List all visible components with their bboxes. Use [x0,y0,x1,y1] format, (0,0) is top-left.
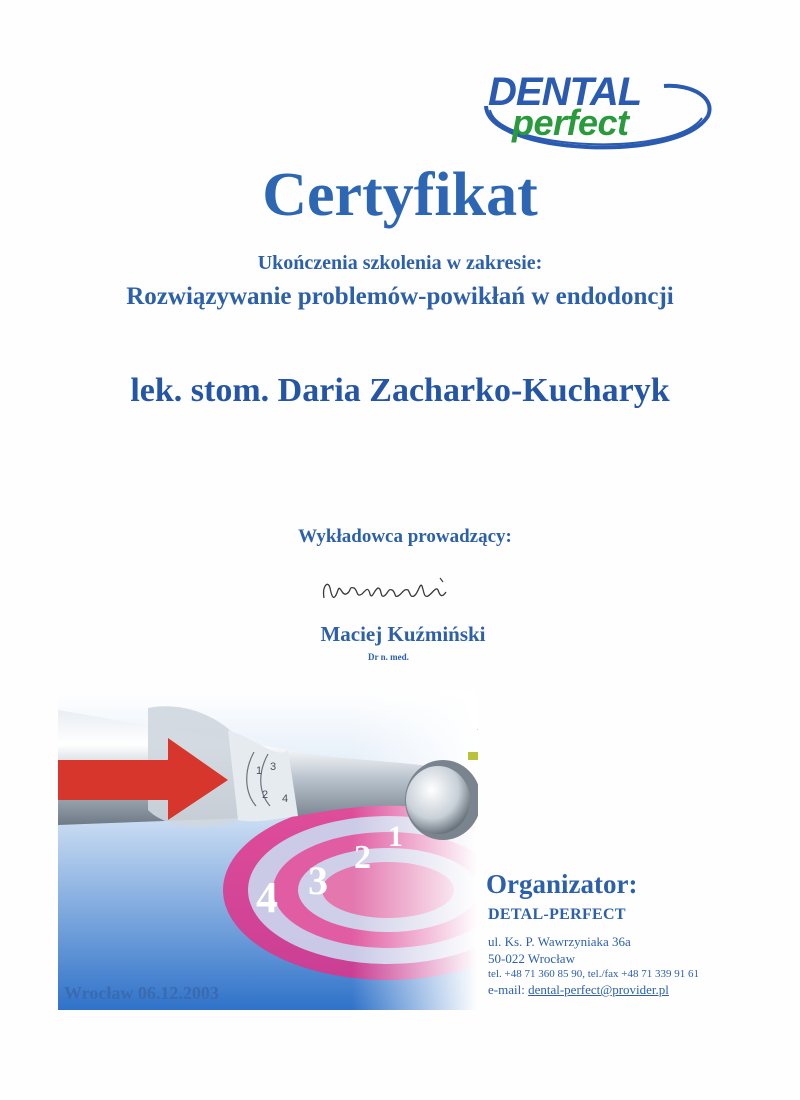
organizer-phone: tel. +48 71 360 85 90, tel./fax +48 71 339 91 61 [488,968,699,980]
recipient-name: lek. stom. Daria Zacharko-Kucharyk [130,372,670,409]
dental-perfect-logo [478,66,714,166]
lecturer-degree: Dr n. med. [368,652,409,662]
certificate-subtitle: Ukończenia szkolenia w zakresie: [257,252,543,274]
big-number-2: 2 [354,839,371,876]
big-number-4: 4 [256,873,278,922]
certificate-title: Certyfikat [262,161,538,229]
logo-perfect-text: perfect [512,102,629,143]
dial-number-1: 1 [256,765,263,777]
lecturer-signature [318,572,458,612]
organizer-email-line [488,982,669,998]
dial-number-4: 4 [282,793,289,805]
organizer-city: 50-022 Wrocław [488,951,575,966]
lecturer-label: Wykładowca prowadzący: [298,526,512,547]
place-date: Wrocław 06.12.2003 [64,983,219,1003]
big-number-3: 3 [308,858,328,903]
organizer-email-link[interactable]: dental-perfect@provider.pl [528,982,669,997]
organizer-name: DETAL-PERFECT [488,906,626,923]
organizer-email-label: e-mail: [488,982,525,997]
lecturer-name: Maciej Kuźmiński [320,622,486,646]
organizer-label: Organizator: [486,869,638,899]
dial-number-2: 2 [262,789,269,801]
big-number-1: 1 [388,820,403,853]
course-name: Rozwiązywanie problemów-powikłań w endodoncji [126,283,674,310]
organizer-street: ul. Ks. P. Wawrzyniaka 36a [488,934,631,949]
handpiece-illustration [58,690,478,1010]
logo-dental-text: DENTAL [488,70,642,114]
dial-number-3: 3 [270,761,277,773]
